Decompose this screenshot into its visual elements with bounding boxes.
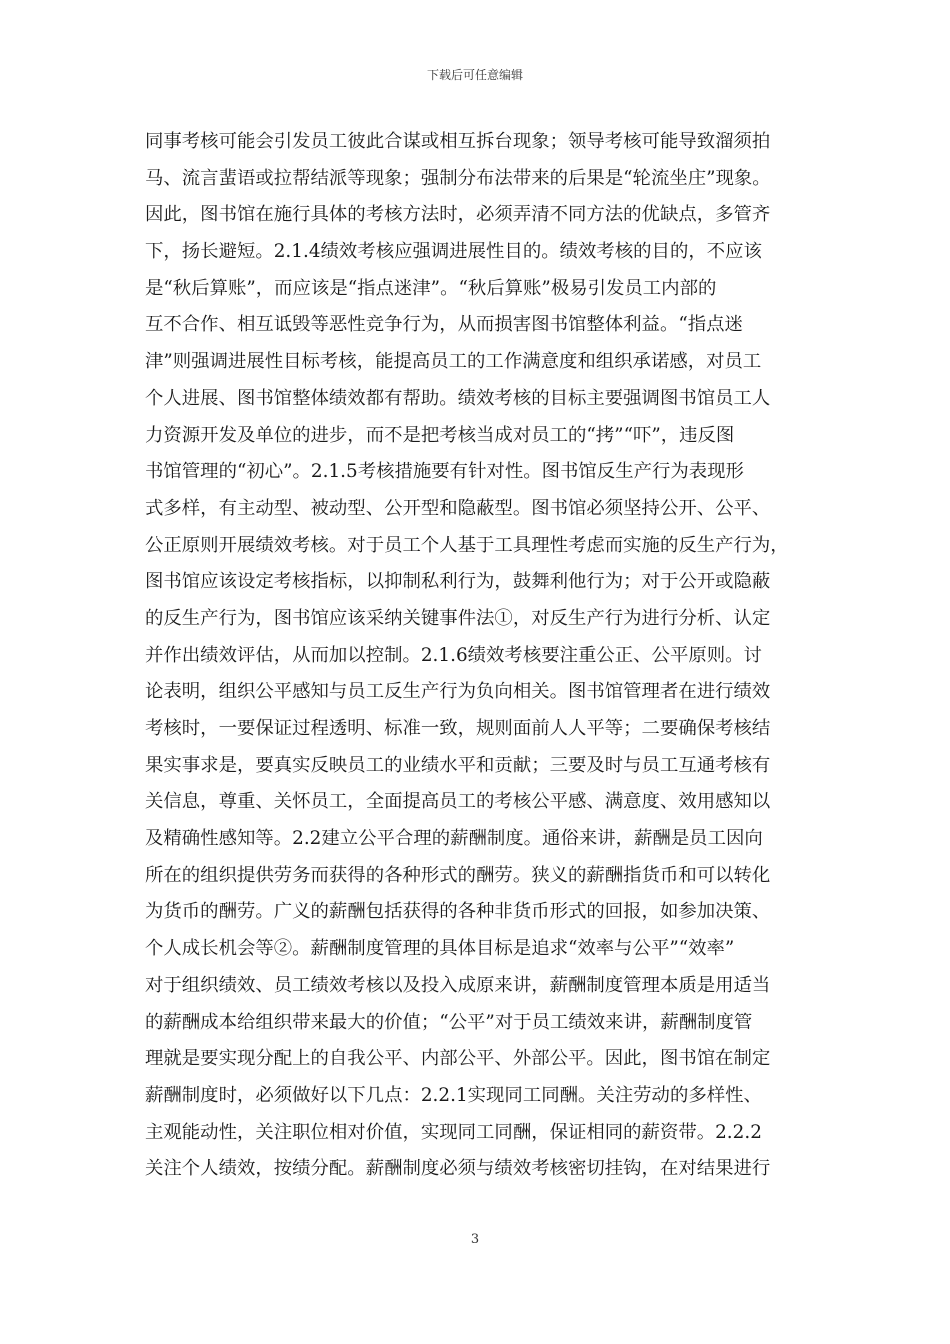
body-line: 个人成长机会等②。薪酬制度管理的具体目标是追求“效率与公平”“效率” — [145, 938, 735, 960]
body-line: 津”则强调进展性目标考核，能提高员工的工作满意度和组织承诺感，对员工 — [145, 351, 762, 373]
body-line: 论表明，组织公平感知与员工反生产行为负向相关。图书馆管理者在进行绩效 — [145, 681, 771, 703]
page-number: 3 — [470, 1232, 480, 1247]
body-line: 是“秋后算账”，而应该是“指点迷津”。“秋后算账”极易引发员工内部的 — [145, 277, 717, 299]
body-line: 的反生产行为，图书馆应该采纳关键事件法①，对反生产行为进行分析、认定 — [145, 607, 771, 629]
page-header: 下载后可任意编辑 — [426, 68, 523, 82]
body-line: 为货币的酬劳。广义的薪酬包括获得的各种非货币形式的回报，如参加决策、 — [145, 901, 771, 923]
body-line: 图书馆应该设定考核指标，以抑制私利行为，鼓舞利他行为；对于公开或隐蔽 — [145, 571, 771, 593]
body-line: 关注个人绩效，按绩分配。薪酬制度必须与绩效考核密切挂钩，在对结果进行 — [145, 1158, 771, 1180]
body-line: 主观能动性，关注职位相对价值，实现同工同酬，保证相同的薪资带。2.2.2 — [145, 1121, 762, 1143]
body-line: 因此，图书馆在施行具体的考核方法时，必须弄清不同方法的优缺点，多管齐 — [145, 204, 771, 226]
body-line: 并作出绩效评估，从而加以控制。2.1.6绩效考核要注重公正、公平原则。讨 — [145, 644, 762, 666]
document-body — [145, 124, 820, 1188]
body-line: 公正原则开展绩效考核。对于员工个人基于工具理性考虑而实施的反生产行为， — [145, 534, 789, 556]
body-line: 对于组织绩效、员工绩效考核以及投入成原来讲，薪酬制度管理本质是用适当 — [145, 974, 771, 996]
body-line: 及精确性感知等。2.2建立公平合理的薪酬制度。通俗来讲，薪酬是员工因向 — [145, 828, 763, 850]
body-line: 考核时，一要保证过程透明、标准一致，规则面前人人平等；二要确保考核结 — [145, 718, 771, 739]
body-line: 关信息，尊重、关怀员工，全面提高员工的考核公平感、满意度、效用感知以 — [145, 791, 771, 813]
body-line: 果实事求是，要真实反映员工的业绩水平和贡献；三要及时与员工互通考核有 — [145, 754, 771, 776]
body-line: 互不合作、相互诋毁等恶性竞争行为，从而损害图书馆整体利益。“指点迷 — [145, 314, 743, 336]
body-line: 个人进展、图书馆整体绩效都有帮助。绩效考核的目标主要强调图书馆员工人 — [145, 387, 771, 409]
body-line: 的薪酬成本给组织带来最大的价值；“公平”对于员工绩效来讲，薪酬制度管 — [145, 1011, 753, 1033]
body-line: 所在的组织提供劳务而获得的各种形式的酬劳。狭义的薪酬指货币和可以转化 — [145, 864, 771, 886]
body-line: 理就是要实现分配上的自我公平、内部公平、外部公平。因此，图书馆在制定 — [145, 1048, 771, 1070]
body-line: 同事考核可能会引发员工彼此合谋或相互拆台现象；领导考核可能导致溜须拍 — [145, 131, 771, 152]
body-line: 薪酬制度时，必须做好以下几点：2.2.1实现同工同酬。关注劳动的多样性、 — [145, 1084, 762, 1106]
body-line: 马、流言蜚语或拉帮结派等现象；强制分布法带来的后果是“轮流坐庄”现象。 — [145, 167, 771, 189]
body-line: 力资源开发及单位的进步，而不是把考核当成对员工的“拷”“吓”，违反图 — [145, 424, 735, 446]
body-line: 下，扬长避短。2.1.4绩效考核应强调进展性目的。绩效考核的目的，不应该 — [145, 241, 762, 263]
body-line: 书馆管理的“初心”。2.1.5考核措施要有针对性。图书馆反生产行为表现形 — [145, 461, 744, 483]
body-line: 式多样，有主动型、被动型、公开型和隐蔽型。图书馆必须坚持公开、公平、 — [145, 497, 771, 519]
